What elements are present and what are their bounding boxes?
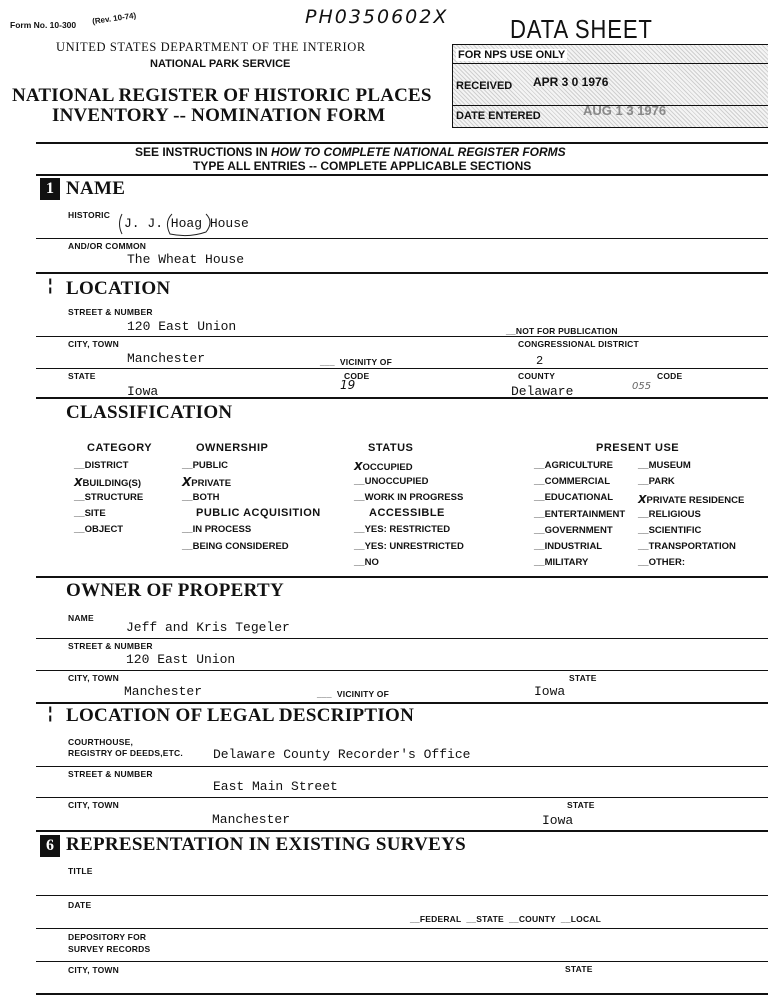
acquisition-in-process: __IN PROCESS (182, 524, 252, 535)
divider (36, 368, 768, 369)
handwritten-circle (114, 210, 234, 238)
divider (36, 702, 768, 704)
use-other-label: OTHER: (648, 557, 685, 568)
accessible-unrestricted-label: YES: UNRESTRICTED (364, 541, 464, 552)
use-military: __MILITARY (534, 557, 589, 568)
use-military-label: MILITARY (544, 557, 589, 568)
accessible-heading: ACCESSIBLE (369, 507, 445, 519)
section-name-title: NAME (66, 178, 126, 199)
historic-name-value: J. J. Hoag House (124, 216, 249, 231)
state-code-label: CODE (344, 371, 370, 381)
accessible-no-label: NO (364, 557, 379, 568)
form-title-line1: NATIONAL REGISTER OF HISTORIC PLACES (12, 85, 432, 106)
use-agriculture-label: AGRICULTURE (544, 460, 614, 471)
category-site-label: SITE (84, 508, 106, 519)
survey-local: LOCAL (570, 914, 602, 924)
ownership-private (182, 475, 231, 489)
owner-vicinity-label: VICINITY OF (336, 689, 390, 699)
category-object: __OBJECT (74, 524, 124, 535)
section-number-1: 1 (40, 178, 60, 200)
use-government: __GOVERNMENT (534, 525, 613, 536)
use-government-label: GOVERNMENT (544, 525, 613, 536)
divider (36, 766, 768, 767)
use-museum-label: MUSEUM (648, 460, 691, 471)
status-occupied-label: OCCUPIED (362, 462, 413, 473)
survey-state: STATE (476, 914, 504, 924)
owner-vicinity: ___ VICINITY OF (317, 689, 390, 699)
owner-name-label: NAME (68, 613, 94, 623)
category-structure: __STRUCTURE (74, 492, 144, 503)
use-industrial-label: INDUSTRIAL (544, 541, 603, 552)
category-district-label: DISTRICT (84, 460, 129, 471)
category-district: __DISTRICT (74, 460, 129, 471)
handwritten-reference: PH0350602X (305, 6, 449, 28)
date-entered-stamp: AUG 1 3 1976 (583, 103, 667, 118)
divider (36, 272, 768, 274)
use-private-residence (638, 493, 744, 506)
form-number: Form No. 10-300 (10, 20, 77, 30)
public-acquisition-heading: PUBLIC ACQUISITION (196, 507, 321, 519)
divider (36, 174, 768, 176)
divider (36, 928, 768, 929)
acquisition-being-considered-label: BEING CONSIDERED (192, 541, 289, 552)
divider (36, 638, 768, 639)
state-label: STATE (68, 371, 96, 381)
ownership-mark: X (182, 475, 192, 489)
accessible-unrestricted: __YES: UNRESTRICTED (354, 541, 464, 552)
instructions-prefix: SEE INSTRUCTIONS IN (135, 145, 272, 159)
use-entertainment-label: ENTERTAINMENT (544, 509, 626, 520)
nps-use-box (452, 44, 768, 128)
status-work-in-progress: __WORK IN PROGRESS (354, 492, 464, 503)
legal-city-value: Manchester (212, 812, 291, 827)
survey-city-label: CITY, TOWN (68, 965, 119, 975)
status-work-in-progress-label: WORK IN PROGRESS (364, 492, 464, 503)
use-scientific: __SCIENTIFIC (638, 525, 702, 536)
vicinity-label: VICINITY OF (339, 357, 393, 367)
use-transportation-label: TRANSPORTATION (648, 541, 736, 552)
use-transportation: __TRANSPORTATION (638, 541, 736, 552)
vicinity-of: ___ VICINITY OF (320, 357, 393, 367)
ownership-public: __PUBLIC (182, 460, 228, 471)
use-educational-label: EDUCATIONAL (544, 492, 614, 503)
survey-state-label: STATE (565, 964, 593, 974)
courthouse-label-line2: REGISTRY OF DEEDS,ETC. (68, 748, 183, 758)
owner-street-value: 120 East Union (126, 652, 236, 667)
category-structure-label: STRUCTURE (84, 492, 144, 503)
survey-federal: FEDERAL (419, 914, 462, 924)
category-mark: X (74, 476, 83, 489)
legal-state-value: Iowa (542, 813, 574, 828)
county-code-label: CODE (657, 371, 683, 381)
street-value: 120 East Union (127, 319, 237, 334)
divider (36, 961, 768, 962)
received-stamp: APR 3 0 1976 (533, 75, 609, 89)
use-commercial-label: COMMERCIAL (544, 476, 611, 487)
divider (36, 797, 768, 798)
use-private-residence-label: PRIVATE RESIDENCE (646, 495, 745, 506)
ownership-public-label: PUBLIC (192, 460, 228, 471)
accessible-no: __NO (354, 557, 379, 568)
not-for-publication-label: NOT FOR PUBLICATION (515, 326, 618, 336)
owner-name-value: Jeff and Kris Tegeler (126, 620, 290, 635)
accessible-restricted-label: YES: RESTRICTED (364, 524, 451, 535)
state-value: Iowa (127, 384, 159, 399)
status-unoccupied-label: UNOCCUPIED (364, 476, 429, 487)
section-number-6: 6 (40, 835, 60, 857)
common-name-value: The Wheat House (127, 252, 245, 267)
status-unoccupied: __UNOCCUPIED (354, 476, 429, 487)
owner-city-value: Manchester (124, 684, 203, 699)
not-for-publication: __NOT FOR PUBLICATION (506, 326, 618, 336)
courthouse-value: Delaware County Recorder's Office (213, 747, 471, 762)
divider (36, 670, 768, 671)
service-name: NATIONAL PARK SERVICE (150, 58, 291, 70)
category-buildings (74, 476, 141, 489)
use-agriculture: __AGRICULTURE (534, 460, 614, 471)
ownership-both-label: BOTH (192, 492, 220, 503)
county-code-value: 055 (632, 381, 652, 392)
county-value: Delaware (511, 384, 574, 399)
use-religious: __RELIGIOUS (638, 509, 701, 520)
city-label: CITY, TOWN (68, 339, 119, 349)
depository-label-line2: SURVEY RECORDS (68, 944, 151, 954)
common-name-label: AND/OR COMMON (68, 241, 147, 251)
section-number-4-mark: ¦ (48, 705, 53, 722)
survey-title-label: TITLE (68, 866, 93, 876)
historic-label: HISTORIC (68, 210, 111, 220)
congressional-district-label: CONGRESSIONAL DISTRICT (518, 339, 639, 349)
use-educational: __EDUCATIONAL (534, 492, 614, 503)
accessible-restricted: __YES: RESTRICTED (354, 524, 451, 535)
divider (36, 142, 768, 144)
survey-county: COUNTY (518, 914, 556, 924)
category-heading: CATEGORY (87, 442, 153, 454)
data-sheet-stamp: DATA SHEET (510, 14, 653, 44)
date-entered-label: DATE ENTERED (456, 110, 541, 122)
survey-date-label: DATE (68, 900, 92, 910)
status-heading: STATUS (368, 442, 414, 454)
present-use-heading: PRESENT USE (596, 442, 680, 454)
divider (36, 397, 768, 399)
legal-street-value: East Main Street (213, 779, 338, 794)
acquisition-being-considered: __BEING CONSIDERED (182, 541, 289, 552)
divider (36, 576, 768, 578)
use-scientific-label: SCIENTIFIC (648, 525, 702, 536)
owner-street-label: STREET & NUMBER (68, 641, 153, 651)
divider (36, 238, 768, 239)
street-label: STREET & NUMBER (68, 307, 153, 317)
section-surveys-title: REPRESENTATION IN EXISTING SURVEYS (66, 834, 467, 855)
use-religious-label: RELIGIOUS (648, 509, 701, 520)
status-occupied (354, 460, 413, 473)
received-label: RECEIVED (456, 80, 513, 92)
status-mark: X (354, 460, 363, 473)
nps-use-label: FOR NPS USE ONLY (458, 49, 566, 61)
category-object-label: OBJECT (84, 524, 124, 535)
use-commercial: __COMMERCIAL (534, 476, 611, 487)
owner-state-label: STATE (569, 673, 597, 683)
ownership-both: __BOTH (182, 492, 220, 503)
use-industrial: __INDUSTRIAL (534, 541, 603, 552)
use-park: __PARK (638, 476, 675, 487)
survey-level-options: __FEDERAL __STATE __COUNTY __LOCAL (410, 914, 602, 924)
state-code-value: 19 (340, 378, 356, 392)
ownership-private-label: PRIVATE (191, 478, 232, 489)
revision-date: (Rev. 10-74) (91, 10, 137, 27)
form-title-line2: INVENTORY -- NOMINATION FORM (52, 105, 386, 126)
courthouse-label-line1: COURTHOUSE, (68, 737, 134, 747)
use-other: __OTHER: (638, 557, 685, 568)
city-value: Manchester (127, 351, 206, 366)
instructions-line1 (135, 145, 566, 159)
use-museum: __MUSEUM (638, 460, 691, 471)
depository-label-line1: DEPOSITORY FOR (68, 932, 147, 942)
legal-city-label: CITY, TOWN (68, 800, 119, 810)
use-entertainment: __ENTERTAINMENT (534, 509, 626, 520)
divider (36, 895, 768, 896)
divider (36, 830, 768, 832)
congressional-district-value: 2 (536, 354, 544, 368)
acquisition-in-process-label: IN PROCESS (192, 524, 252, 535)
use-park-label: PARK (648, 476, 675, 487)
category-site: __SITE (74, 508, 106, 519)
section-legal-title: LOCATION OF LEGAL DESCRIPTION (66, 705, 415, 726)
ownership-heading: OWNERSHIP (196, 442, 269, 454)
instructions-line2: TYPE ALL ENTRIES -- COMPLETE APPLICABLE SECTIONS (193, 159, 532, 173)
legal-state-label: STATE (567, 800, 595, 810)
department-name: UNITED STATES DEPARTMENT OF THE INTERIOR (56, 40, 366, 54)
legal-street-label: STREET & NUMBER (68, 769, 153, 779)
category-buildings-label: BUILDING(S) (82, 478, 142, 489)
owner-state-value: Iowa (534, 684, 566, 699)
section-owner-title: OWNER OF PROPERTY (66, 580, 285, 601)
use-mark: X (638, 493, 647, 506)
divider (36, 336, 768, 337)
instructions-title: HOW TO COMPLETE NATIONAL REGISTER FORMS (271, 145, 566, 159)
divider (36, 993, 768, 995)
county-label: COUNTY (518, 371, 556, 381)
section-classification-title: CLASSIFICATION (66, 402, 233, 423)
section-location-title: LOCATION (66, 278, 171, 299)
section-number-2-mark: ¦ (48, 277, 53, 294)
owner-city-label: CITY, TOWN (68, 673, 119, 683)
